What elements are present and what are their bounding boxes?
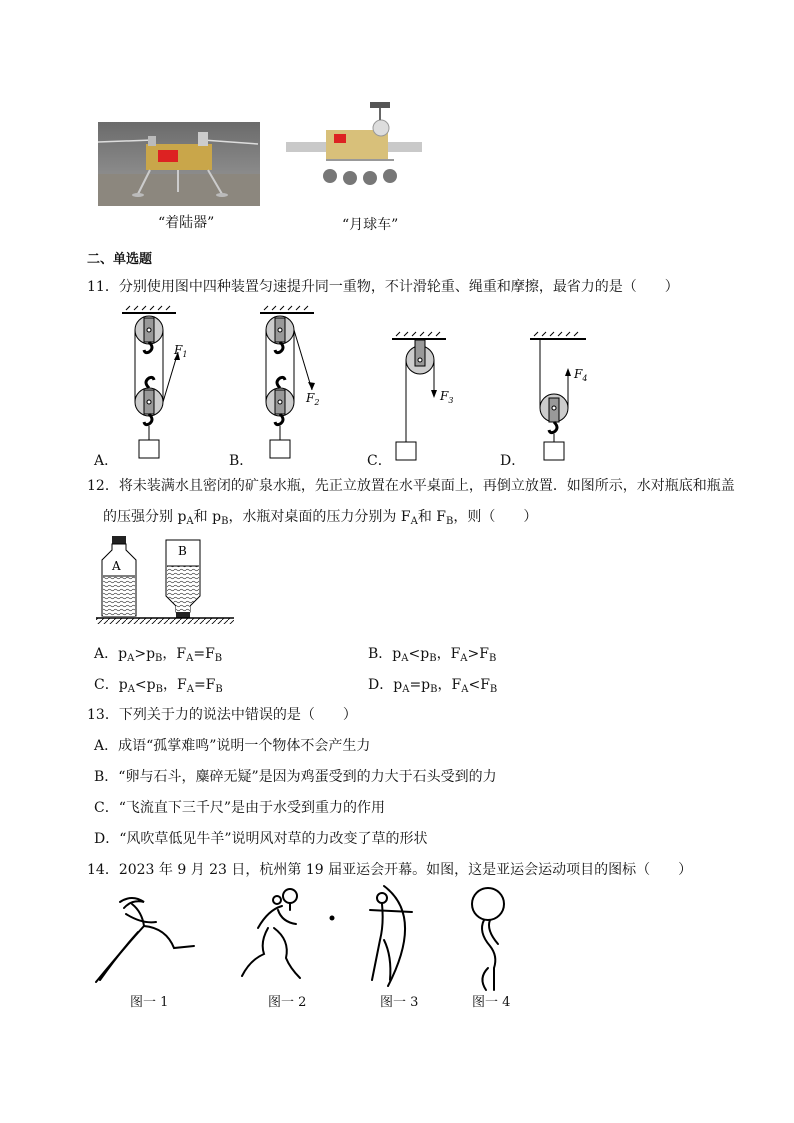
table-tennis-icon [232,888,336,984]
pulley-diagram-b [260,310,330,460]
q12-option-b[interactable]: B．$p_A<p_B$，$F_A>F_B$ [368,646,497,664]
q12-option-a[interactable]: A．$p_A>p_B$，$F_A=F_B$ [94,646,223,664]
fig-label-1: 图一 1 [130,995,169,1010]
bottle-b-label: B [178,544,187,558]
force-sub-a: 1 [182,350,188,359]
q11-option-b-label[interactable]: B． [229,453,254,469]
rover-caption: “月球车” [342,217,399,233]
fig-label-3: 图一 3 [380,995,419,1010]
pulley-diagram-d [530,336,600,466]
q13-option-a[interactable]: A．成语“孤掌难鸣”说明一个物体不会产生力 [94,738,371,754]
pulley-diagram-c [392,336,462,466]
section-title: 二、单选题 [87,252,153,267]
force-symbol-b: F [306,391,315,405]
force-sub-b: 2 [314,398,320,407]
force-sub-c: 3 [448,396,454,405]
separator-dot [329,915,335,921]
bottle-a-label: A [112,559,121,573]
archer-icon [364,884,424,988]
q12-option-c[interactable]: C．$p_A<p_B$，$F_A=F_B$ [94,677,223,695]
q11-option-c-label[interactable]: C． [367,453,392,469]
force-sub-d: 4 [582,374,588,383]
q13-option-b[interactable]: B．“卵与石斗，麋碎无疑”是因为鸡蛋受到的力大于石头受到的力 [94,769,497,785]
q13-stem: 13．下列关于力的说法中错误的是（ ） [87,707,357,723]
svg-text:F3 [439,389,453,405]
q12-option-d[interactable]: D．$p_A=p_B$，$F_A<F_B$ [368,677,498,695]
q13-option-d[interactable]: D．“风吹草低见牛羊”说明风对草的力改变了草的形状 [94,831,428,847]
bottle-diagram [96,536,236,630]
lander-photo [98,122,260,206]
svg-text:F4 [573,367,587,383]
fig-label-4: 图一 4 [472,995,511,1010]
force-symbol-a: F [174,343,183,357]
q11-option-a-label[interactable]: A． [94,453,119,469]
force-symbol-c: F [440,389,449,403]
lander-caption: “着陆器” [158,215,215,231]
svg-text:F2 [305,391,319,407]
q11-option-d-label[interactable]: D． [500,453,526,469]
q12-stem-line2: 的压强分别 $p_A$和 $p_B$，水瓶对桌面的压力分别为 $F_A$和 $F_B$，则（ ） [103,509,538,527]
runner-icon [92,890,196,986]
q13-option-c[interactable]: C．“飞流直下三千尺”是由于水受到重力的作用 [94,800,386,816]
q14-stem: 14．2023 年 9 月 23 日，杭州第 19 届亚运会开幕。如图，这是亚运会运动项目的图标（ ） [87,862,693,878]
pulley-diagram-a [122,310,192,460]
q12-stem-line1: 12．将未装满水且密闭的矿泉水瓶，先正立放置在水平桌面上，再倒立放置．如图所示，水对瓶底和瓶盖 [87,478,735,494]
svg-text:F1 [173,343,187,359]
q11-stem: 11．分别使用图中四种装置匀速提升同一重物，不计滑轮重、绳重和摩擦，最省力的是（ ） [87,279,679,295]
fig-label-2: 图一 2 [268,995,307,1010]
gymnast-icon [466,886,516,994]
force-symbol-d: F [574,367,583,381]
rover-photo [286,98,422,194]
